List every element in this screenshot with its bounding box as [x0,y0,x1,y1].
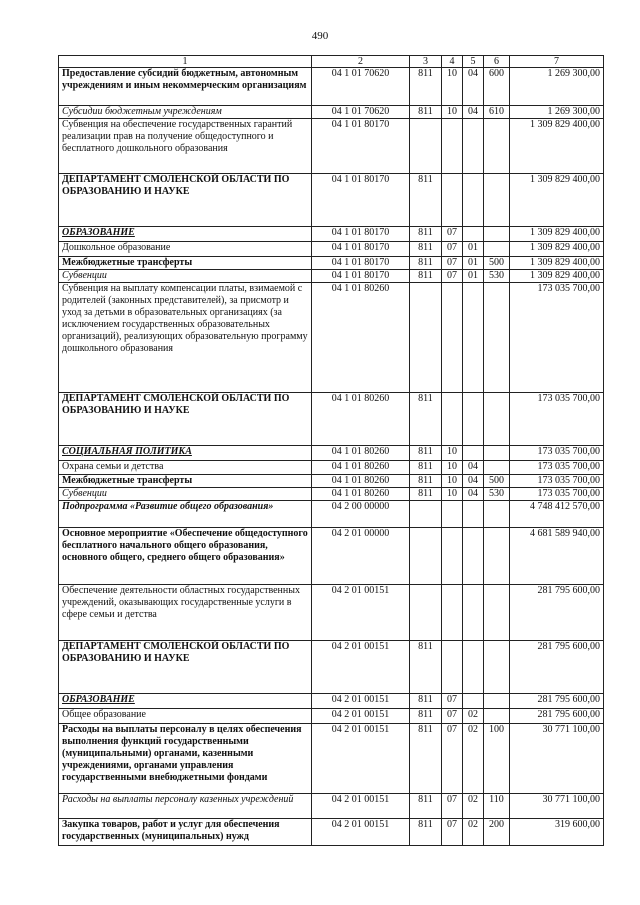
row-ministry-code [410,528,442,585]
row-name: Межбюджетные трансферты [59,475,312,488]
row-section-code [442,501,463,528]
row-expense-type [484,585,510,641]
row-expense-type [484,709,510,724]
row-section-code: 07 [442,709,463,724]
row-subsection-code: 01 [463,242,484,257]
table-row [59,585,604,641]
row-subsection-code: 01 [463,257,484,270]
row-subsection-code [463,694,484,709]
row-section-code [442,585,463,641]
row-section-code: 10 [442,68,463,106]
table-row [59,709,604,724]
row-name: Предоставление субсидий бюджетным, автономным учреждениям и иным некоммерческим организациям [59,68,312,106]
table-header-row [59,56,604,68]
row-ministry-code: 811 [410,819,442,846]
row-name: Субвенция на выплату компенсации платы, взимаемой с родителей (законных представителей), за присмотр и уход за детьми в образовательных организациях (за исключением государственных образовательных организаций), реализующих образовательную программу дошкольного образования [59,283,312,393]
table-row [59,242,604,257]
row-amount: 1 309 829 400,00 [510,270,604,283]
row-amount: 173 035 700,00 [510,475,604,488]
table-row [59,819,604,846]
row-ministry-code: 811 [410,174,442,227]
row-ministry-code [410,501,442,528]
row-ministry-code: 811 [410,475,442,488]
row-section-code [442,641,463,694]
row-amount: 1 309 829 400,00 [510,257,604,270]
row-subsection-code [463,283,484,393]
row-expense-type: 600 [484,68,510,106]
row-subsection-code [463,528,484,585]
row-subsection-code: 04 [463,106,484,119]
header-col-2: 2 [312,56,410,68]
row-amount: 1 309 829 400,00 [510,174,604,227]
row-subsection-code: 02 [463,819,484,846]
table-row [59,694,604,709]
row-amount: 1 309 829 400,00 [510,242,604,257]
row-name: Обеспечение деятельности областных государственных учреждений, оказывающих государственные услуги в сфере семьи и детства [59,585,312,641]
row-subsection-code [463,641,484,694]
row-expense-type: 500 [484,257,510,270]
table-row [59,724,604,794]
row-subsection-code [463,174,484,227]
row-name: ДЕПАРТАМЕНТ СМОЛЕНСКОЙ ОБЛАСТИ ПО ОБРАЗОВАНИЮ И НАУКЕ [59,174,312,227]
row-name: Основное мероприятие «Обеспечение общедоступного бесплатного начального общего образования, основного общего, среднего общего образования» [59,528,312,585]
row-expense-type [484,227,510,242]
row-expense-type [484,393,510,446]
row-amount: 4 748 412 570,00 [510,501,604,528]
row-section-code: 07 [442,819,463,846]
row-name: Межбюджетные трансферты [59,257,312,270]
row-name: Дошкольное образование [59,242,312,257]
row-target-code: 04 1 01 70620 [312,106,410,119]
table-row [59,270,604,283]
row-target-code: 04 1 01 80260 [312,446,410,461]
row-amount: 1 309 829 400,00 [510,227,604,242]
row-ministry-code [410,119,442,174]
table-row [59,501,604,528]
row-amount: 1 269 300,00 [510,106,604,119]
row-name: Субсидии бюджетным учреждениям [59,106,312,119]
row-section-code: 10 [442,475,463,488]
row-section-code [442,393,463,446]
header-col-1: 1 [59,56,312,68]
row-amount: 173 035 700,00 [510,446,604,461]
row-name: Охрана семьи и детства [59,461,312,475]
budget-table [58,55,604,846]
table-row [59,68,604,106]
row-section-code: 10 [442,446,463,461]
row-target-code: 04 1 01 80170 [312,257,410,270]
row-amount: 319 600,00 [510,819,604,846]
row-target-code: 04 2 01 00151 [312,794,410,819]
row-target-code: 04 2 01 00151 [312,694,410,709]
row-subsection-code: 04 [463,461,484,475]
row-target-code: 04 1 01 80260 [312,283,410,393]
header-col-3: 3 [410,56,442,68]
row-target-code: 04 2 01 00151 [312,585,410,641]
row-subsection-code [463,227,484,242]
row-name: Закупка товаров, работ и услуг для обеспечения государственных (муниципальных) нужд [59,819,312,846]
table-row [59,461,604,475]
row-amount: 173 035 700,00 [510,283,604,393]
row-expense-type: 610 [484,106,510,119]
table-row [59,446,604,461]
row-amount: 173 035 700,00 [510,488,604,501]
row-expense-type: 530 [484,488,510,501]
row-name: ДЕПАРТАМЕНТ СМОЛЕНСКОЙ ОБЛАСТИ ПО ОБРАЗОВАНИЮ И НАУКЕ [59,393,312,446]
row-name: Субвенции [59,488,312,501]
row-subsection-code [463,501,484,528]
row-expense-type: 530 [484,270,510,283]
row-ministry-code: 811 [410,709,442,724]
row-ministry-code: 811 [410,227,442,242]
row-expense-type: 200 [484,819,510,846]
row-target-code: 04 2 00 00000 [312,501,410,528]
table-row [59,283,604,393]
row-name: Расходы на выплаты персоналу казенных учреждений [59,794,312,819]
row-target-code: 04 2 01 00151 [312,819,410,846]
row-ministry-code [410,585,442,641]
row-target-code: 04 1 01 80260 [312,475,410,488]
row-name: Общее образование [59,709,312,724]
table-row [59,106,604,119]
table-row [59,393,604,446]
row-ministry-code: 811 [410,106,442,119]
row-subsection-code: 02 [463,794,484,819]
row-expense-type: 100 [484,724,510,794]
row-name: ОБРАЗОВАНИЕ [59,227,312,242]
row-section-code [442,119,463,174]
row-subsection-code: 02 [463,709,484,724]
table-row [59,119,604,174]
row-ministry-code: 811 [410,641,442,694]
row-subsection-code: 04 [463,68,484,106]
table-row [59,794,604,819]
row-amount: 281 795 600,00 [510,709,604,724]
row-section-code [442,528,463,585]
row-subsection-code: 04 [463,475,484,488]
header-col-5: 5 [463,56,484,68]
row-expense-type [484,283,510,393]
row-amount: 1 309 829 400,00 [510,119,604,174]
row-subsection-code [463,585,484,641]
row-section-code: 10 [442,461,463,475]
row-ministry-code: 811 [410,393,442,446]
row-name: Расходы на выплаты персоналу в целях обеспечения выполнения функций государственными (муниципальными) органами, казенными учреждениями, органами управления государственными внебюджетными фондами [59,724,312,794]
row-target-code: 04 2 01 00151 [312,709,410,724]
row-target-code: 04 1 01 70620 [312,68,410,106]
row-section-code [442,174,463,227]
row-ministry-code: 811 [410,724,442,794]
row-target-code: 04 1 01 80170 [312,119,410,174]
row-expense-type [484,501,510,528]
row-section-code: 10 [442,488,463,501]
row-ministry-code: 811 [410,694,442,709]
row-section-code: 07 [442,270,463,283]
row-target-code: 04 1 01 80170 [312,270,410,283]
row-expense-type [484,641,510,694]
page-number: 490 [311,30,329,42]
row-subsection-code [463,393,484,446]
row-name: СОЦИАЛЬНАЯ ПОЛИТИКА [59,446,312,461]
row-target-code: 04 2 01 00000 [312,528,410,585]
row-target-code: 04 1 01 80260 [312,461,410,475]
row-expense-type [484,694,510,709]
row-section-code: 07 [442,242,463,257]
row-target-code: 04 2 01 00151 [312,641,410,694]
row-name: Субвенции [59,270,312,283]
row-target-code: 04 1 01 80170 [312,242,410,257]
row-target-code: 04 1 01 80260 [312,393,410,446]
row-subsection-code: 02 [463,724,484,794]
row-amount: 1 269 300,00 [510,68,604,106]
table-row [59,528,604,585]
row-expense-type [484,446,510,461]
row-amount: 281 795 600,00 [510,585,604,641]
row-ministry-code: 811 [410,794,442,819]
row-amount: 281 795 600,00 [510,694,604,709]
header-col-4: 4 [442,56,463,68]
row-section-code: 07 [442,694,463,709]
row-ministry-code: 811 [410,68,442,106]
row-name: ОБРАЗОВАНИЕ [59,694,312,709]
row-amount: 173 035 700,00 [510,393,604,446]
row-name: ДЕПАРТАМЕНТ СМОЛЕНСКОЙ ОБЛАСТИ ПО ОБРАЗОВАНИЮ И НАУКЕ [59,641,312,694]
row-name: Субвенция на обеспечение государственных гарантий реализации прав на получение общедоступного и бесплатного дошкольного образования [59,119,312,174]
row-expense-type [484,461,510,475]
row-amount: 4 681 589 940,00 [510,528,604,585]
row-expense-type [484,174,510,227]
row-section-code: 10 [442,106,463,119]
table-row [59,227,604,242]
row-expense-type [484,528,510,585]
row-amount: 30 771 100,00 [510,724,604,794]
row-section-code: 07 [442,257,463,270]
row-ministry-code: 811 [410,242,442,257]
table-row [59,488,604,501]
row-ministry-code [410,283,442,393]
row-subsection-code [463,446,484,461]
row-ministry-code: 811 [410,270,442,283]
row-amount: 173 035 700,00 [510,461,604,475]
row-expense-type: 500 [484,475,510,488]
row-section-code: 07 [442,794,463,819]
row-expense-type [484,242,510,257]
row-target-code: 04 1 01 80260 [312,488,410,501]
row-subsection-code: 01 [463,270,484,283]
row-target-code: 04 1 01 80170 [312,174,410,227]
table-row [59,475,604,488]
table-row [59,257,604,270]
row-target-code: 04 1 01 80170 [312,227,410,242]
row-target-code: 04 2 01 00151 [312,724,410,794]
table-row [59,174,604,227]
row-expense-type: 110 [484,794,510,819]
row-subsection-code: 04 [463,488,484,501]
row-ministry-code: 811 [410,257,442,270]
table-row [59,641,604,694]
row-section-code: 07 [442,724,463,794]
row-ministry-code: 811 [410,446,442,461]
header-col-7: 7 [510,56,604,68]
header-col-6: 6 [484,56,510,68]
row-expense-type [484,119,510,174]
row-ministry-code: 811 [410,461,442,475]
row-amount: 281 795 600,00 [510,641,604,694]
row-section-code [442,283,463,393]
row-ministry-code: 811 [410,488,442,501]
row-name: Подпрограмма «Развитие общего образования» [59,501,312,528]
row-amount: 30 771 100,00 [510,794,604,819]
row-section-code: 07 [442,227,463,242]
row-subsection-code [463,119,484,174]
